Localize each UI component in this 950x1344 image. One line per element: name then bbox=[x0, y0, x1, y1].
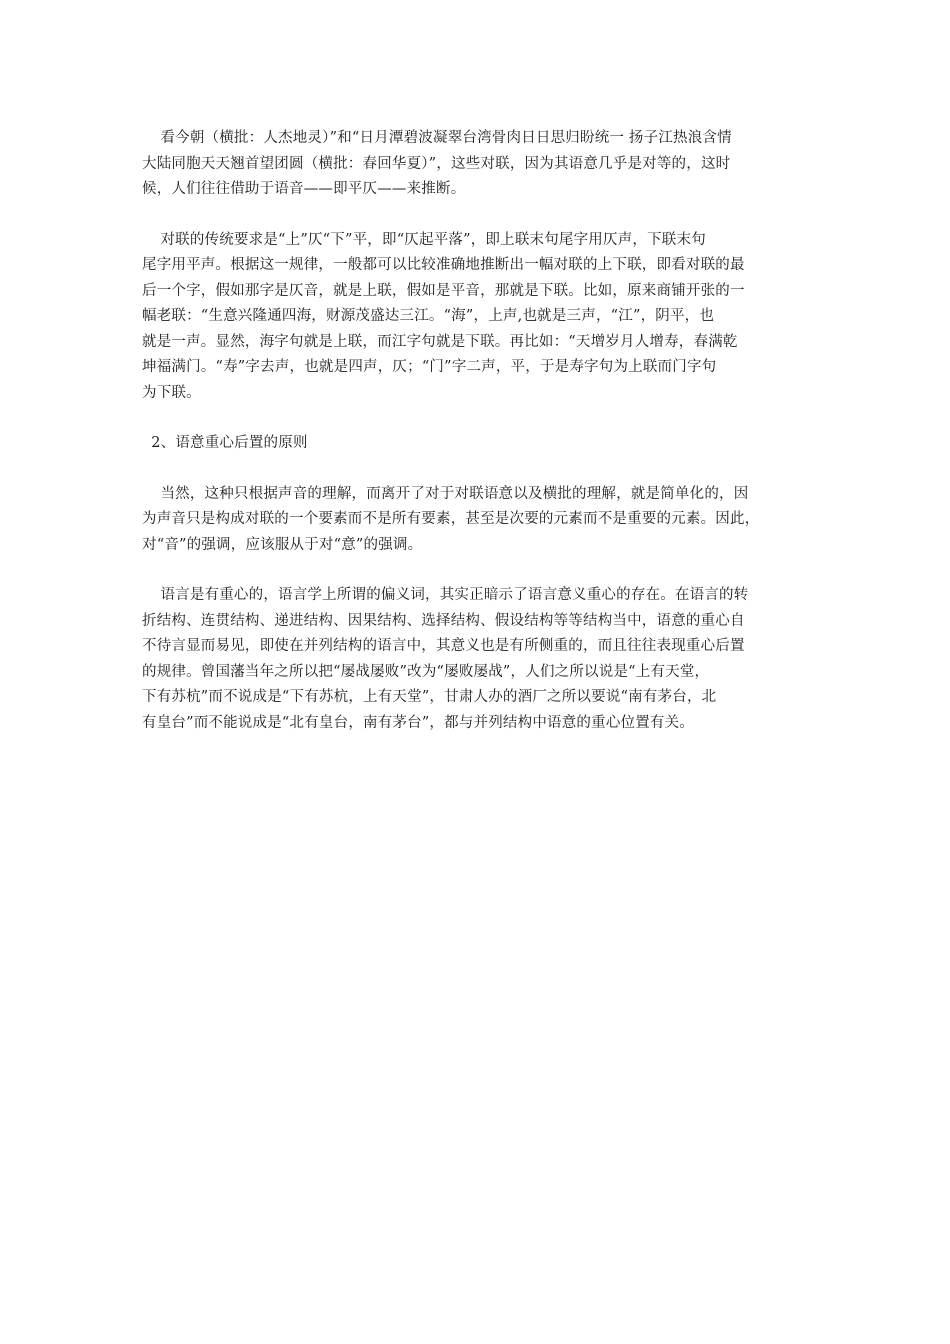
text-line: 不待言显而易见，即使在并列结构的语言中，其意义也是有所侧重的，而且往往表现重心后置 bbox=[142, 638, 745, 654]
text-line: 尾字用平声。根据这一规律，一般都可以比较准确地推断出一幅对联的上下联，即看对联的最 bbox=[142, 257, 745, 273]
paragraph-spacer bbox=[142, 406, 810, 431]
paragraph-spacer bbox=[142, 457, 810, 482]
text-line: 语言是有重心的，语言学上所谓的偏义词，其实正暗示了语言意义重心的存在。在语言的转 bbox=[160, 587, 749, 603]
text-line: 当然，这种只根据声音的理解，而离开了对于对联语意以及横批的理解，就是简单化的，因 bbox=[160, 485, 749, 502]
text-line: 看今朝（横批：人杰地灵）”和“日月潭碧波凝翠台湾骨肉日日思归盼统一 扬子江热浪含情 bbox=[160, 130, 732, 146]
text-line: 为声音只是构成对联的一个要素而不是所有要素，甚至是次要的元素而不是重要的元素。因此， bbox=[142, 511, 760, 527]
text-line: 就是一声。显然，海字句就是上联，而江字句就是下联。再比如：“天增岁月人增寿，春满乾 bbox=[142, 333, 738, 350]
paragraph-spacer bbox=[142, 203, 810, 228]
text-line: 的规律。曾国藩当年之所以把“屡战屡败”改为“屡败屡战”，人们之所以说是“上有天堂， bbox=[142, 663, 710, 680]
paragraph-tonal-rules bbox=[142, 228, 810, 407]
section-heading: 2、语意重心后置的原则 bbox=[151, 435, 308, 451]
paragraph-couplet-examples bbox=[142, 126, 810, 203]
paragraph-spacer bbox=[142, 558, 810, 583]
text-line: 坤福满门。“寿”字去声，也就是四声，仄；“门”字二声，平，于是寿字句为上联而门字句 bbox=[142, 359, 717, 375]
paragraph-sound-vs-meaning bbox=[142, 482, 810, 559]
text-line: 对联的传统要求是“上”仄“下”平，即“仄起平落”，即上联末句尾字用仄声，下联末句 bbox=[160, 231, 706, 248]
text-line: 下有苏杭”而不说成是“下有苏杭，上有天堂”，甘肃人办的酒厂之所以要说“南有茅台，北 bbox=[142, 689, 717, 705]
document-page bbox=[142, 126, 810, 736]
text-line: 后一个字，假如那字是仄音，就是上联，假如是平音，那就是下联。比如，原来商铺开张的一 bbox=[142, 282, 745, 299]
text-line: 对“音”的强调，应该服从于对“意”的强调。 bbox=[142, 536, 423, 553]
text-line: 为下联。 bbox=[142, 384, 201, 401]
text-line: 有皇台”而不能说成是“北有皇台，南有茅台”，都与并列结构中语意的重心位置有关。 bbox=[142, 714, 695, 731]
text-line: 折结构、连贯结构、递进结构、因果结构、选择结构、假设结构等等结构当中，语意的重心自 bbox=[142, 612, 745, 629]
text-line: 候，人们往往借助于语音——即平仄——来推断。 bbox=[142, 181, 466, 197]
text-line: 大陆同胞天天翘首望团圆（横批：春回华夏）”，这些对联，因为其语意几乎是对等的，这时 bbox=[142, 155, 731, 172]
paragraph-semantic-focus bbox=[142, 583, 810, 736]
text-line: 幅老联：“生意兴隆通四海，财源茂盛达三江。“海”，上声,也就是三声，“江”，阴平，也 bbox=[142, 308, 715, 324]
